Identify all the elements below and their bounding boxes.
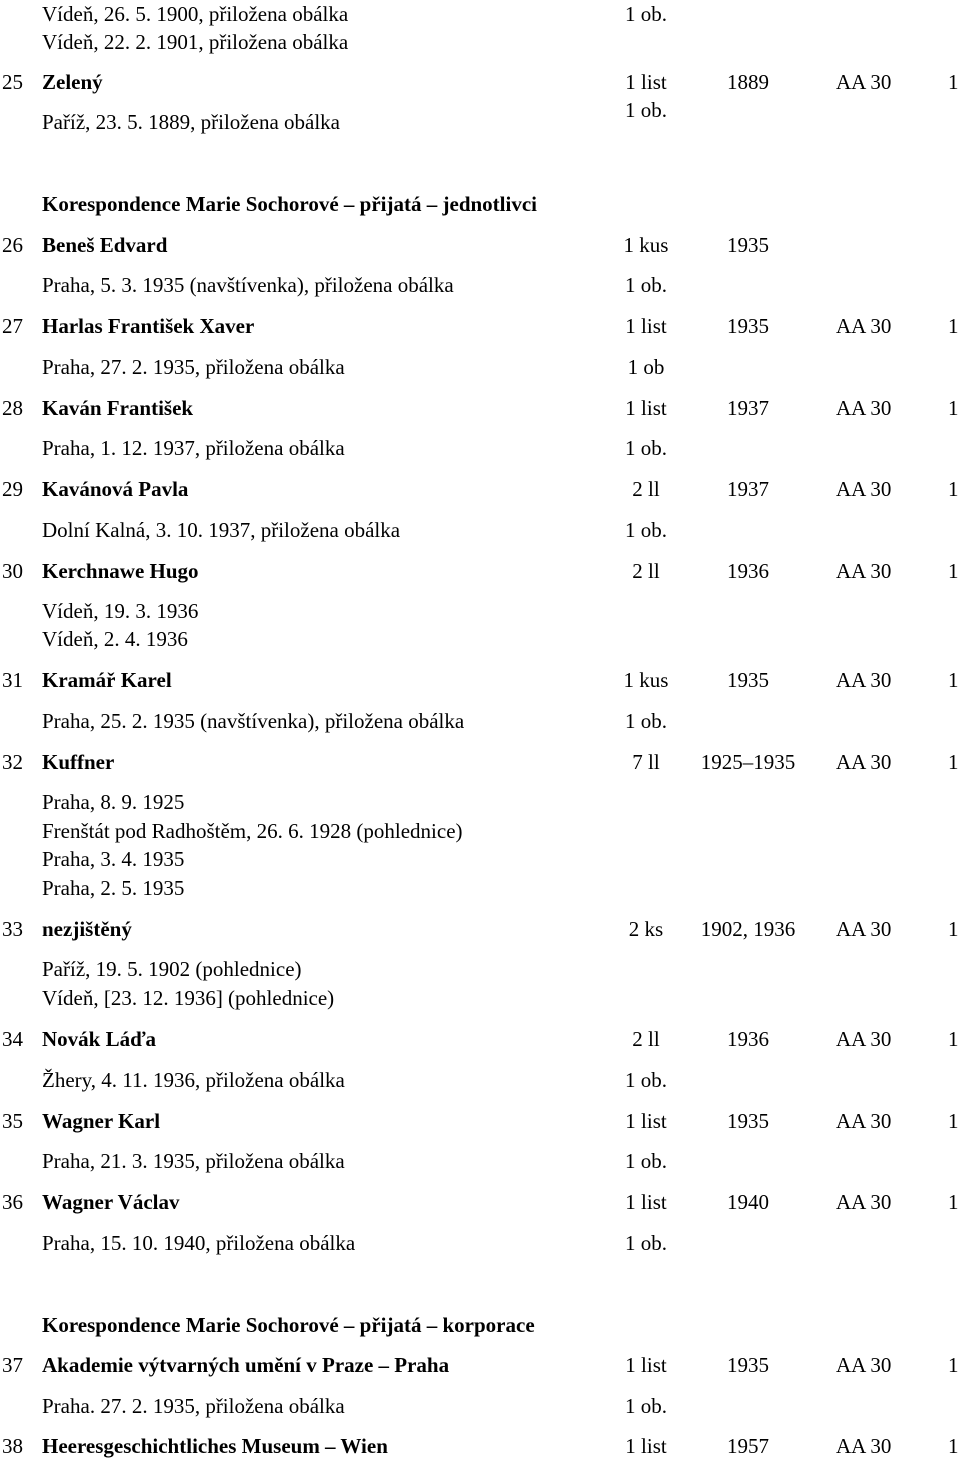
entry-detail — [0, 1147, 960, 1175]
entry-detail — [0, 788, 960, 816]
detail-text: Praha, 15. 10. 1940, přiložena obálka — [42, 1231, 356, 1255]
section-heading — [0, 1311, 960, 1339]
entry-row — [0, 394, 960, 422]
detail-text: Dolní Kalná, 3. 10. 1937, přiložena obálka — [42, 518, 401, 542]
entry-detail — [0, 817, 960, 845]
entry-name: Kuffner — [42, 750, 115, 774]
entry-row — [0, 557, 960, 585]
entry-name: Novák Láďa — [42, 1027, 157, 1051]
section-title: Korespondence Marie Sochorové – přijatá – jednotlivci — [42, 192, 537, 216]
signature: AA 30 — [836, 559, 892, 583]
detail-text: Praha, 8. 9. 1925 — [42, 790, 185, 814]
box-number: 1 — [948, 1190, 959, 1214]
year: 1935 — [727, 1109, 769, 1133]
signature: AA 30 — [836, 314, 892, 338]
entry-number: 34 — [2, 1027, 23, 1051]
quantity: 1 kus — [623, 668, 669, 692]
entry-name: Zelený — [42, 70, 103, 94]
entry-detail — [0, 353, 960, 381]
entry-name: Kaván František — [42, 396, 194, 420]
entry-name: Wagner Karl — [42, 1109, 161, 1133]
quantity: 1 list — [625, 1434, 667, 1458]
detail-text: Vídeň, [23. 12. 1936] (pohlednice) — [42, 986, 335, 1010]
detail-text: Praha, 27. 2. 1935, přiložena obálka — [42, 355, 345, 379]
detail-text: Praha, 25. 2. 1935 (navštívenka), přiložena obálka — [42, 709, 465, 733]
box-number: 1 — [948, 1353, 959, 1377]
year: 1889 — [727, 70, 769, 94]
entry-detail — [0, 1066, 960, 1094]
detail-text: Žhery, 4. 11. 1936, přiložena obálka — [42, 1068, 345, 1092]
quantity: 1 ob. — [625, 436, 667, 460]
entry-detail — [0, 271, 960, 299]
detail-text: Paříž, 23. 5. 1889, přiložena obálka — [42, 110, 340, 134]
detail-text: Paříž, 19. 5. 1902 (pohlednice) — [42, 957, 302, 981]
signature: AA 30 — [836, 70, 892, 94]
entry-row — [0, 1188, 960, 1216]
quantity: 1 list — [625, 396, 667, 420]
year: 1936 — [727, 559, 769, 583]
entry-detail — [0, 707, 960, 735]
signature: AA 30 — [836, 750, 892, 774]
entry-row — [0, 68, 960, 96]
entry-detail — [0, 28, 960, 56]
box-number: 1 — [948, 1434, 959, 1458]
quantity: 2 ll — [632, 477, 660, 501]
entry-detail — [0, 516, 960, 544]
signature: AA 30 — [836, 1353, 892, 1377]
section-heading — [0, 190, 960, 218]
year: 1935 — [727, 314, 769, 338]
box-number: 1 — [948, 917, 959, 941]
quantity: 1 list — [625, 1353, 667, 1377]
detail-text: Vídeň, 22. 2. 1901, přiložena obálka — [42, 30, 349, 54]
entry-detail — [0, 984, 960, 1012]
quantity: 1 kus — [623, 233, 669, 257]
year: 1935 — [727, 668, 769, 692]
box-number: 1 — [948, 477, 959, 501]
entry-number: 28 — [2, 396, 23, 420]
year: 1937 — [727, 477, 769, 501]
entry-number: 33 — [2, 917, 23, 941]
entry-number: 37 — [2, 1353, 23, 1377]
box-number: 1 — [948, 1109, 959, 1133]
entry-row — [0, 231, 960, 259]
signature: AA 30 — [836, 1434, 892, 1458]
quantity: 1 list — [625, 1109, 667, 1133]
signature: AA 30 — [836, 1109, 892, 1133]
entry-number: 31 — [2, 668, 23, 692]
quantity: 2 ks — [628, 917, 664, 941]
entry-name: nezjištěný — [42, 917, 132, 941]
quantity: 1 ob. — [625, 1231, 667, 1255]
entry-row — [0, 1351, 960, 1379]
entry-detail — [0, 1392, 960, 1420]
entry-detail — [0, 0, 960, 28]
entry-row — [0, 312, 960, 340]
entry-row — [0, 666, 960, 694]
entry-number: 38 — [2, 1434, 23, 1458]
signature: AA 30 — [836, 1027, 892, 1051]
quantity: 7 ll — [632, 750, 660, 774]
year: 1935 — [727, 233, 769, 257]
year: 1957 — [727, 1434, 769, 1458]
quantity: 1 ob. — [625, 1149, 667, 1173]
detail-text: Vídeň, 26. 5. 1900, přiložena obálka — [42, 2, 349, 26]
quantity: 1 ob. — [625, 2, 667, 26]
quantity: 1 ob. — [625, 98, 667, 122]
box-number: 1 — [948, 559, 959, 583]
entry-detail — [0, 955, 960, 983]
entry-number: 26 — [2, 233, 23, 257]
entry-row — [0, 1107, 960, 1135]
entry-name: Heeresgeschichtliches Museum – Wien — [42, 1434, 388, 1458]
box-number: 1 — [948, 1027, 959, 1051]
quantity: 1 ob — [627, 355, 665, 379]
entry-name: Akademie výtvarných umění v Praze – Praha — [42, 1353, 450, 1377]
box-number: 1 — [948, 314, 959, 338]
quantity: 1 ob. — [625, 1068, 667, 1092]
quantity: 2 ll — [632, 559, 660, 583]
section-title: Korespondence Marie Sochorové – přijatá – korporace — [42, 1313, 535, 1337]
entry-row — [0, 475, 960, 503]
year: 1940 — [727, 1190, 769, 1214]
entry-row — [0, 1432, 960, 1460]
box-number: 1 — [948, 396, 959, 420]
entry-row — [0, 915, 960, 943]
quantity: 2 ll — [632, 1027, 660, 1051]
quantity: 1 list — [625, 314, 667, 338]
detail-text: Vídeň, 19. 3. 1936 — [42, 599, 199, 623]
entry-name: Beneš Edvard — [42, 233, 168, 257]
entry-detail — [0, 434, 960, 462]
year: 1925–1935 — [700, 750, 796, 774]
entry-name: Harlas František Xaver — [42, 314, 255, 338]
quantity: 1 list — [625, 70, 667, 94]
box-number: 1 — [948, 70, 959, 94]
entry-detail — [0, 597, 960, 625]
entry-detail — [0, 874, 960, 902]
quantity: 1 ob. — [625, 273, 667, 297]
entry-number: 36 — [2, 1190, 23, 1214]
entry-number: 35 — [2, 1109, 23, 1133]
entry-number: 30 — [2, 559, 23, 583]
detail-text: Praha. 27. 2. 1935, přiložena obálka — [42, 1394, 345, 1418]
detail-text: Praha, 21. 3. 1935, přiložena obálka — [42, 1149, 345, 1173]
quantity: 1 ob. — [625, 518, 667, 542]
entry-row — [0, 1025, 960, 1053]
detail-text: Praha, 5. 3. 1935 (navštívenka), přiložena obálka — [42, 273, 454, 297]
quantity: 1 ob. — [625, 709, 667, 733]
quantity: 1 ob. — [625, 1394, 667, 1418]
entry-name: Kavánová Pavla — [42, 477, 189, 501]
signature: AA 30 — [836, 917, 892, 941]
entry-number: 25 — [2, 70, 23, 94]
detail-text: Praha, 2. 5. 1935 — [42, 876, 185, 900]
entry-row — [0, 748, 960, 776]
entry-number: 27 — [2, 314, 23, 338]
signature: AA 30 — [836, 396, 892, 420]
detail-text: Frenštát pod Radhoštěm, 26. 6. 1928 (pohlednice) — [42, 819, 463, 843]
entry-detail — [0, 1229, 960, 1257]
year: 1935 — [727, 1353, 769, 1377]
entry-detail — [0, 98, 960, 136]
entry-name: Wagner Václav — [42, 1190, 180, 1214]
detail-text: Praha, 3. 4. 1935 — [42, 847, 185, 871]
year: 1936 — [727, 1027, 769, 1051]
signature: AA 30 — [836, 477, 892, 501]
year: 1902, 1936 — [700, 917, 796, 941]
entry-name: Kramář Karel — [42, 668, 172, 692]
signature: AA 30 — [836, 668, 892, 692]
detail-text: Praha, 1. 12. 1937, přiložena obálka — [42, 436, 345, 460]
entry-name: Kerchnawe Hugo — [42, 559, 199, 583]
signature: AA 30 — [836, 1190, 892, 1214]
detail-text: Vídeň, 2. 4. 1936 — [42, 627, 188, 651]
year: 1937 — [727, 396, 769, 420]
box-number: 1 — [948, 750, 959, 774]
quantity: 1 list — [625, 1190, 667, 1214]
box-number: 1 — [948, 668, 959, 692]
entry-number: 29 — [2, 477, 23, 501]
entry-detail — [0, 845, 960, 873]
entry-number: 32 — [2, 750, 23, 774]
entry-detail — [0, 625, 960, 653]
